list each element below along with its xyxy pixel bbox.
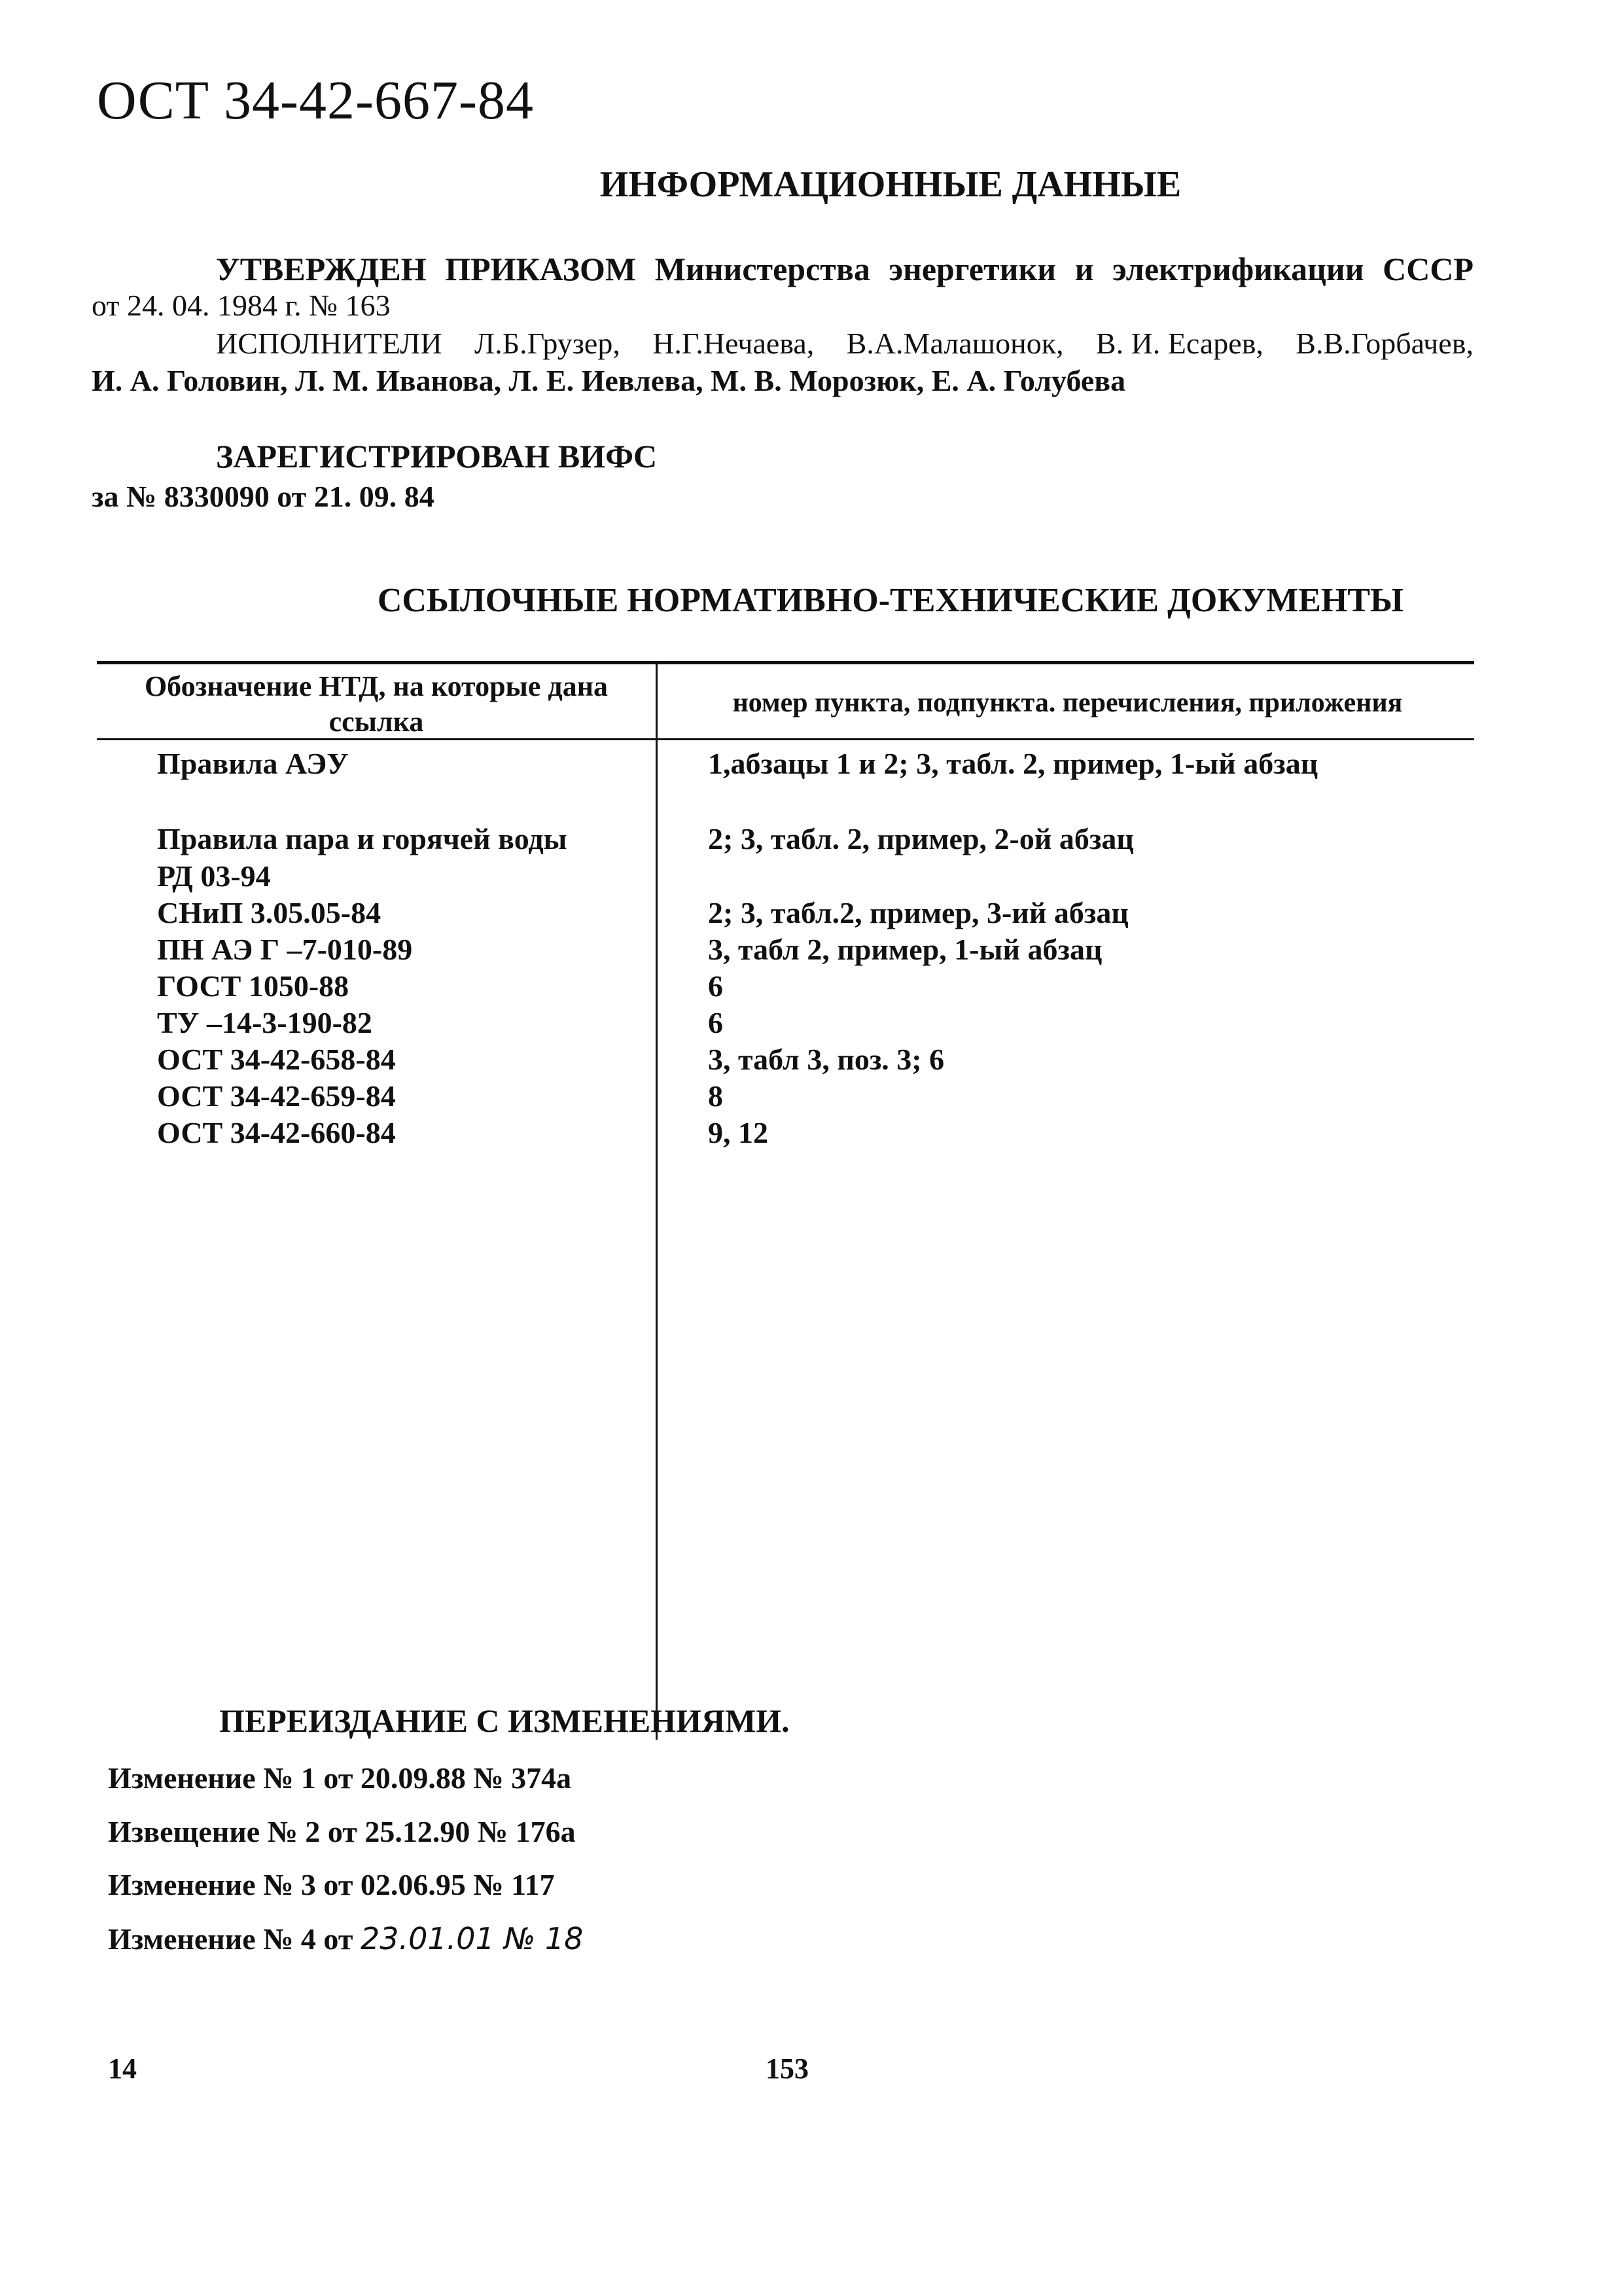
- approved-word: УТВЕРЖДЕН: [216, 251, 427, 287]
- approved-line: [216, 250, 1474, 288]
- authors-word: Л.Б.Грузер,: [474, 327, 620, 360]
- table-cell-doc: ОСТ 34-42-659-84: [157, 1079, 396, 1113]
- handwritten-date: 23.01.01 № 18: [360, 1921, 584, 1956]
- approved-word: и: [1074, 251, 1094, 287]
- change-entry: [108, 1867, 555, 1902]
- approved-word: СССР: [1383, 251, 1474, 287]
- table-cell-ref: 3, табл 3, поз. 3; 6: [708, 1043, 945, 1076]
- table-header-left: Обозначение НТД, на которые дана ссылка: [144, 670, 609, 738]
- change-text: Изменение № 4 от: [108, 1922, 353, 1956]
- page-number-center: 153: [766, 2053, 809, 2085]
- table-header-right: номер пункта, подпункта. перечисления, приложения: [732, 688, 1403, 718]
- table-cell-doc: Правила пара и горячей воды: [157, 822, 567, 855]
- table-cell-ref: 1,абзацы 1 и 2; 3, табл. 2, пример, 1-ый абзац: [708, 747, 1318, 780]
- document-code: ОСТ 34-42-667-84: [97, 70, 534, 131]
- change-text: Изменение № 1 от 20.09.88 № 374а: [108, 1761, 572, 1795]
- authors-word: В.В.Горбачев,: [1296, 327, 1474, 360]
- registered-number: за № 8330090 от 21. 09. 84: [92, 480, 434, 513]
- table-cell-ref: 8: [708, 1079, 723, 1113]
- table-cell-ref: 3, табл 2, пример, 1-ый абзац: [708, 933, 1103, 966]
- change-text: Извещение № 2 от 25.12.90 № 176а: [108, 1815, 576, 1848]
- table-column-divider: [656, 661, 658, 1740]
- table-cell-ref: 9, 12: [708, 1116, 768, 1149]
- authors-word: Н.Г.Нечаева,: [652, 327, 815, 360]
- approved-word: Министерства: [654, 251, 870, 287]
- table-cell-doc: ТУ –14-3-190-82: [157, 1006, 372, 1039]
- table-cell-ref: 2; 3, табл.2, пример, 3-ий абзац: [708, 896, 1129, 929]
- authors-continued: И. А. Головин, Л. М. Иванова, Л. Е. Иевлева, М. В. Морозюк, Е. А. Голубева: [92, 364, 1126, 397]
- table-cell-doc: СНиП 3.05.05-84: [157, 896, 381, 929]
- change-entry: [108, 1761, 571, 1795]
- table-cell-doc: ГОСТ 1050-88: [157, 969, 349, 1003]
- change-entry: [108, 1921, 583, 1956]
- authors-word: В. И. Есарев,: [1095, 327, 1263, 360]
- table-cell-ref: 2; 3, табл. 2, пример, 2-ой абзац: [708, 822, 1134, 855]
- table-cell-ref: 6: [708, 969, 723, 1003]
- approved-date: от 24. 04. 1984 г. № 163: [92, 289, 391, 322]
- table-cell-doc: ОСТ 34-42-660-84: [157, 1116, 396, 1149]
- authors-word: ИСПОЛНИТЕЛИ: [216, 327, 442, 360]
- page-number-left: 14: [108, 2053, 137, 2085]
- table-cell-doc: РД 03-94: [157, 859, 271, 893]
- approved-word: ПРИКАЗОМ: [445, 251, 637, 287]
- approved-word: электрификации: [1112, 251, 1364, 287]
- table-cell-doc: ОСТ 34-42-658-84: [157, 1043, 396, 1076]
- change-entry: [108, 1814, 576, 1849]
- change-text: Изменение № 3 от 02.06.95 № 117: [108, 1868, 555, 1901]
- reissue-title: ПЕРЕИЗДАНИЕ С ИЗМЕНЕНИЯМИ.: [219, 1702, 790, 1739]
- registered-label: ЗАРЕГИСТРИРОВАН ВИФС: [216, 438, 658, 475]
- table-cell-doc: ПН АЭ Г –7-010-89: [157, 933, 413, 966]
- authors-line: [216, 326, 1474, 361]
- table-cell-doc: Правила АЭУ: [157, 747, 349, 780]
- info-heading: ИНФОРМАЦИОННЫЕ ДАННЫЕ: [599, 164, 1182, 205]
- references-heading: ССЫЛОЧНЫЕ НОРМАТИВНО-ТЕХНИЧЕСКИЕ ДОКУМЕНТЫ: [377, 582, 1404, 619]
- table-cell-ref: 6: [708, 1006, 723, 1039]
- authors-word: В.А.Малашонок,: [846, 327, 1064, 360]
- approved-word: энергетики: [889, 251, 1057, 287]
- table-top-rule: [97, 661, 1474, 664]
